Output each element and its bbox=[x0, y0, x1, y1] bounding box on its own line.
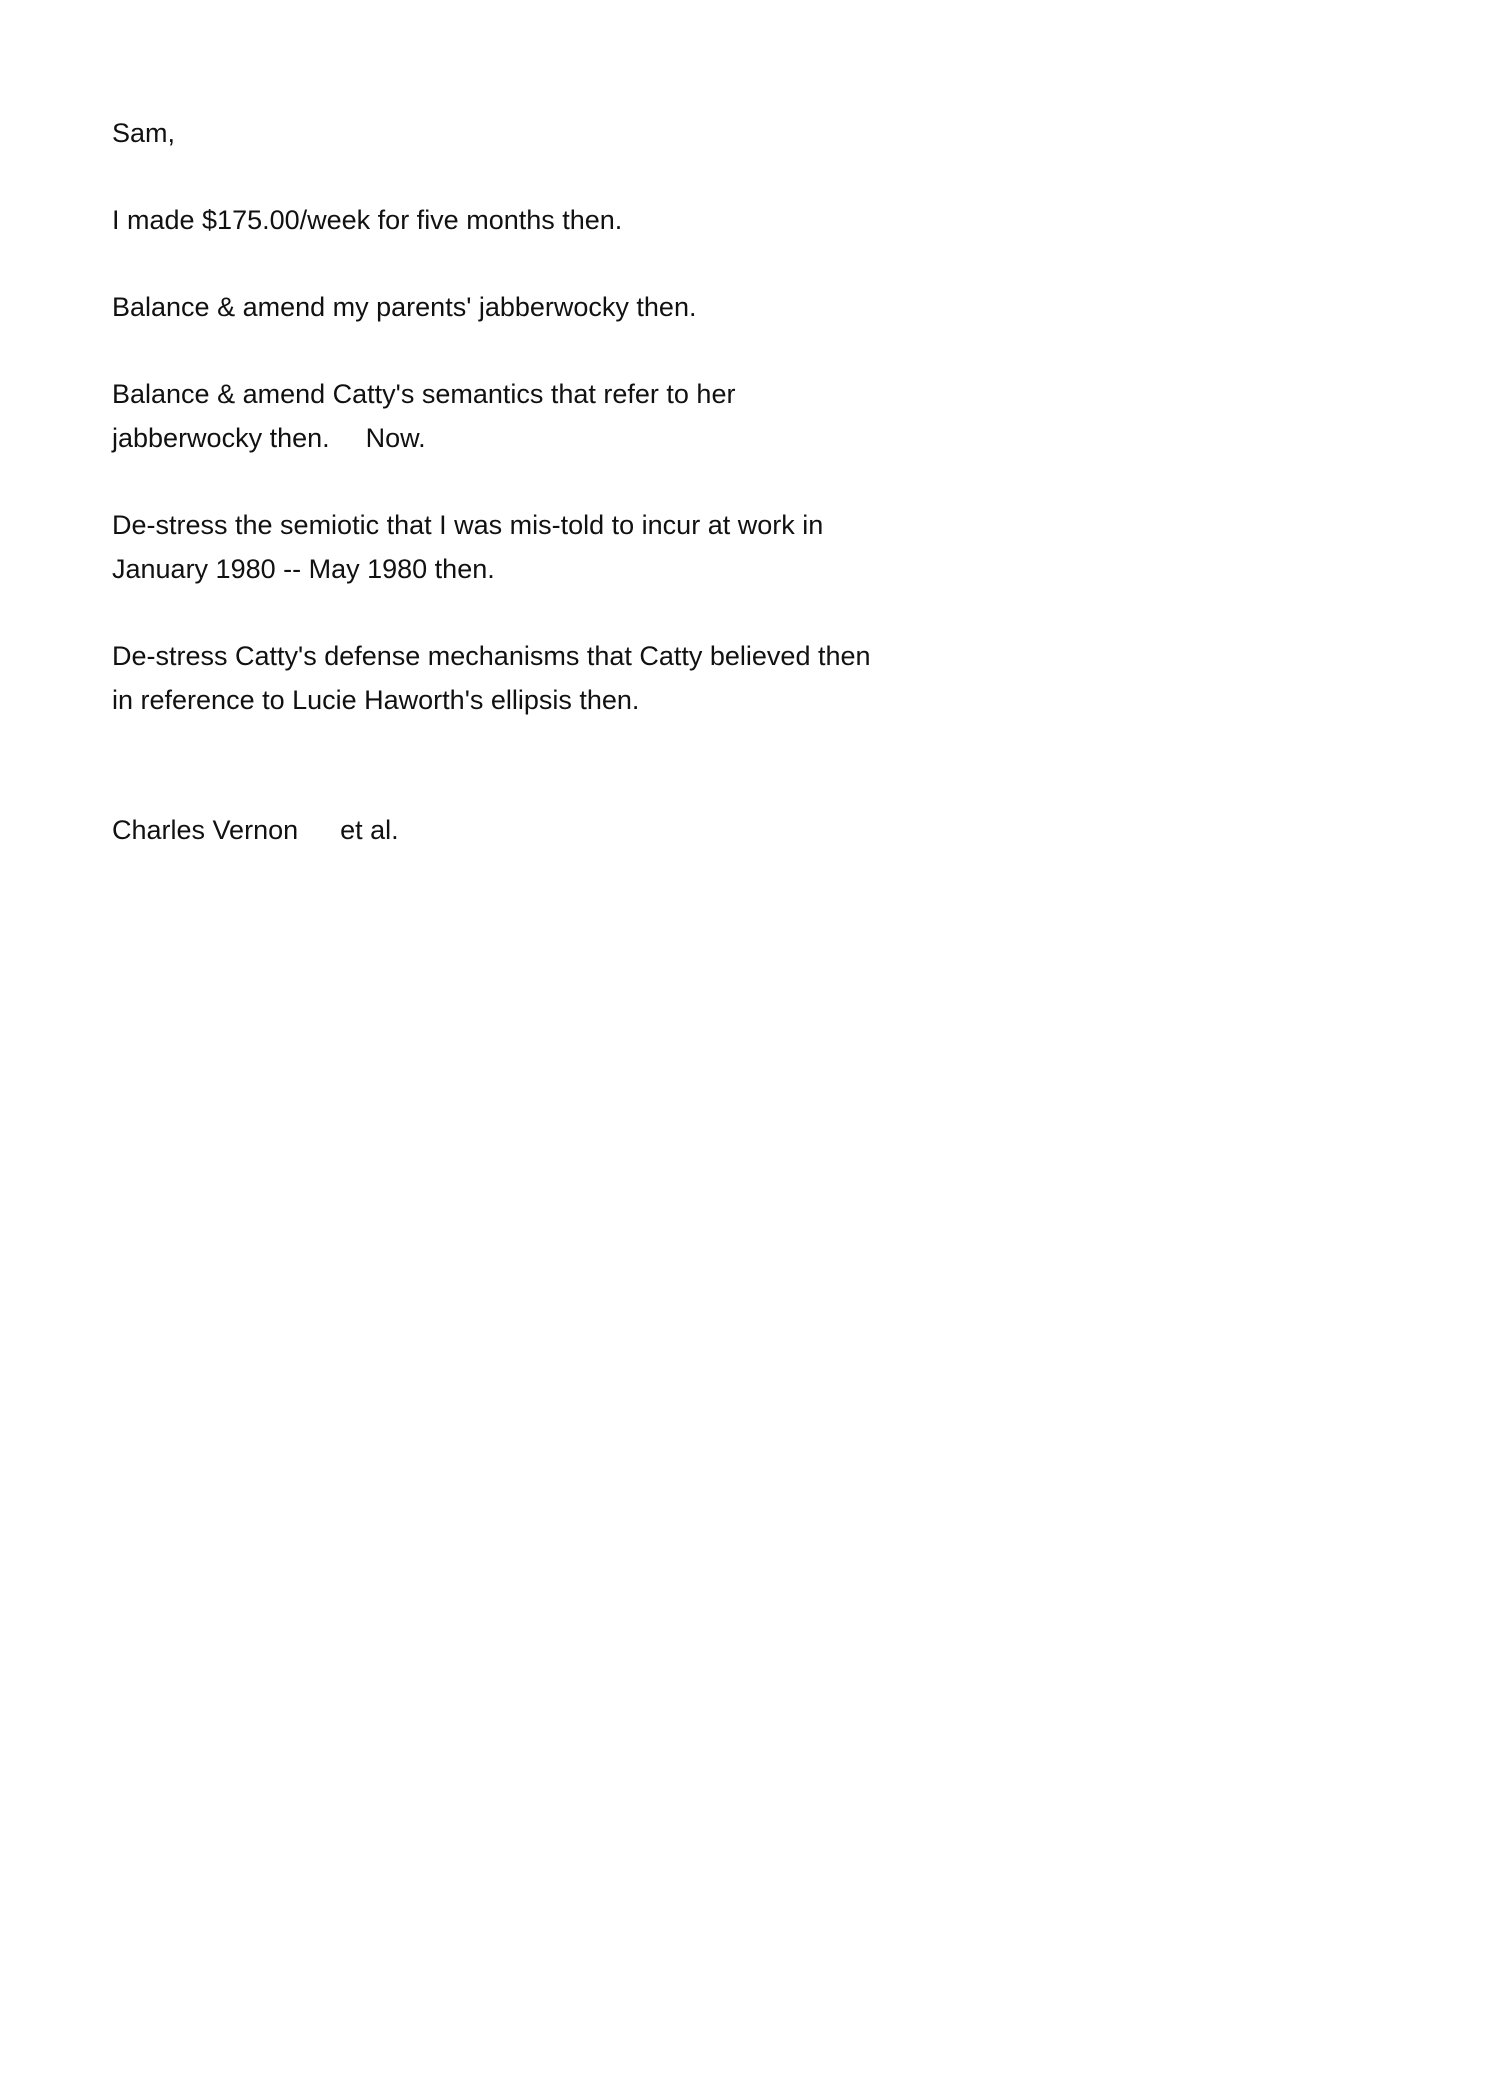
paragraph-5-line-2: in reference to Lucie Haworth's ellipsis then. bbox=[112, 685, 640, 715]
signature bbox=[112, 808, 399, 852]
paragraph-3-line-1: Balance & amend Catty's semantics that refer to her bbox=[112, 379, 736, 409]
signature-name: Charles Vernon bbox=[112, 815, 299, 845]
paragraph-2: Balance & amend my parents' jabberwocky then. bbox=[112, 292, 697, 322]
paragraph-3-line-2 bbox=[112, 416, 426, 460]
salutation: Sam, bbox=[112, 118, 176, 148]
paragraph-4-line-1: De-stress the semiotic that I was mis-told to incur at work in bbox=[112, 510, 824, 540]
paragraph-4-line-2: January 1980 -- May 1980 then. bbox=[112, 554, 495, 584]
paragraph-3-line-2-text: jabberwocky then. bbox=[112, 423, 330, 453]
paragraph-5-line-1: De-stress Catty's defense mechanisms that Catty believed then bbox=[112, 641, 871, 671]
inline-note: Now. bbox=[365, 423, 426, 453]
paragraph-1: I made $175.00/week for five months then. bbox=[112, 205, 623, 235]
signature-suffix: et al. bbox=[340, 815, 399, 845]
